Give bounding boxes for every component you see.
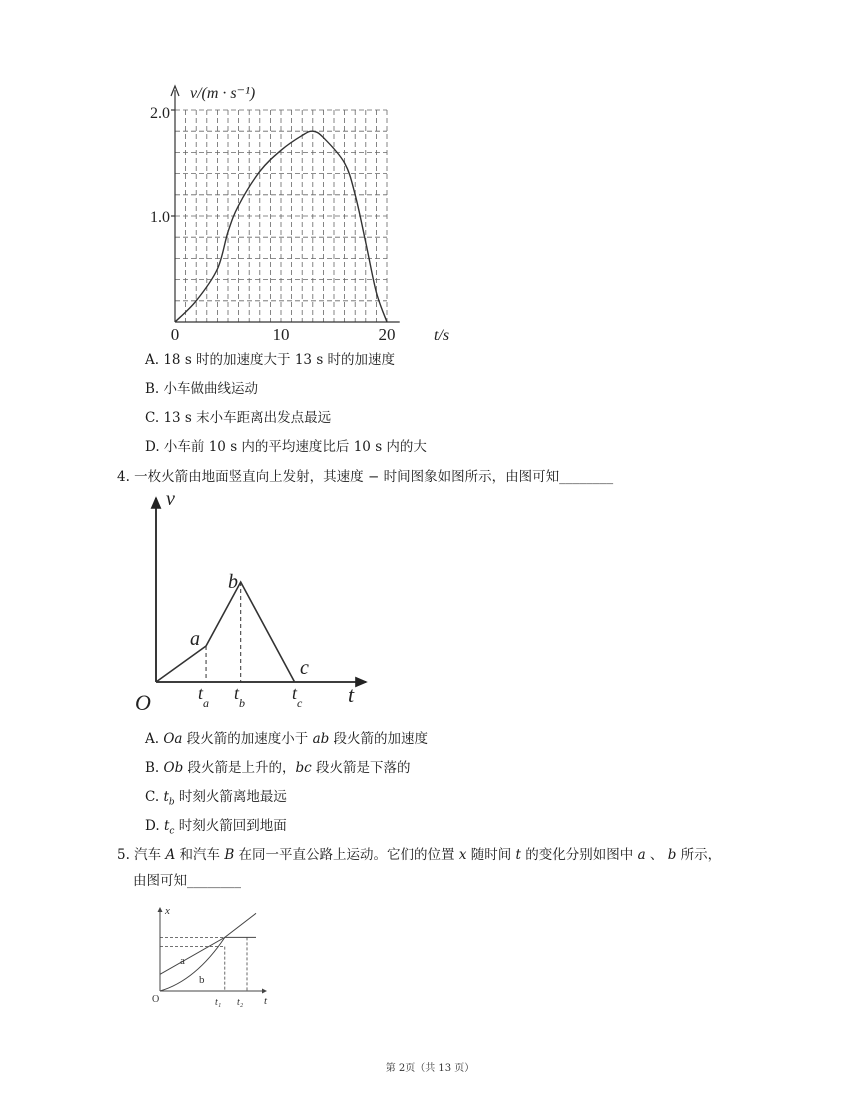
stem-text: 在同一平直公路上运动。它们的位置 [234,847,459,863]
subscript: c [297,696,303,710]
option-text: 末小车距离出发点最远 [196,410,332,426]
q3-velocity-chart [140,82,470,344]
stem-text: 5. 汽车 [117,847,166,863]
time-sub: b [168,797,175,808]
q4-option-d[interactable] [145,817,287,841]
option-prefix: D. [145,818,164,834]
segment-var: Ob [163,760,184,776]
stem-var: A [165,847,176,863]
option-text: 内的平均速度比后 [241,439,354,455]
option-text: 时刻火箭回到地面 [174,818,287,834]
origin-label: O [135,690,151,715]
time-label-t1: t₁ [215,997,222,1008]
q3-option-b[interactable]: B. 小车做曲线运动 [145,381,259,397]
car-b-curve [160,913,256,991]
option-number: 10 [353,439,371,455]
subscript: a [203,696,210,710]
option-number: 10 [208,439,226,455]
option-prefix: C. [145,789,164,805]
page-footer: 第 2页（共 13 页） [385,1063,475,1074]
option-unit: s [180,352,197,368]
stem-text: 和汽车 [175,847,225,863]
q3-option-d[interactable] [145,438,427,456]
stem-text: 、 [645,847,668,863]
stem-var: b [667,847,677,863]
option-unit: s [370,439,387,455]
option-unit: s [225,439,242,455]
q4-stem: 4. 一枚火箭由地面竖直向上发射，其速度 − 时间图象如图所示，由图可知________ [117,469,614,485]
y-axis-label: v [166,488,175,510]
stem-var: B [224,847,235,863]
option-prefix: A. [145,352,164,368]
time-var: t [163,818,170,834]
origin-label: O [152,994,160,1005]
q4-option-b[interactable] [145,759,411,777]
series-label-b: b [199,974,205,986]
time-var: t [163,789,169,805]
chart-grid [175,110,387,322]
x-axis-label: t [348,682,355,707]
x-tick-label: 20 [378,325,396,344]
q5-position-chart [148,902,278,1010]
time-sub: c [169,826,175,837]
q4-option-c[interactable] [145,788,287,812]
time-label-tc: $t_c$ [292,683,303,710]
q5-stem-line2: 由图可知________ [133,873,241,889]
y-axis-label: v/(m · s⁻¹) [190,85,256,102]
option-text: 时刻火箭离地最远 [174,789,287,805]
stem-var: a [637,847,646,863]
option-number: 13 [294,352,313,368]
option-prefix: D. 小车前 [145,439,209,455]
q5-stem-line1 [117,845,721,865]
time-label-tb: $t_b$ [234,683,246,710]
option-text: 时的加速度 [327,352,396,368]
option-text: 时的加速度大于 [196,352,295,368]
q4-rocket-chart [130,488,380,718]
option-text: 内的大 [386,439,427,455]
y-tick-label: 1.0 [150,209,170,226]
x-tick-label: 0 [170,325,180,344]
stem-text: 所示， [676,847,722,863]
y-tick-label: 2.0 [150,105,170,122]
segment-var: Oa [163,731,183,747]
point-label-c: c [300,657,309,679]
rocket-velocity-line [156,582,295,682]
x-axis-label: t [264,995,268,1007]
segment-var: bc [295,760,312,776]
option-prefix: B. [145,760,164,776]
q4-option-a[interactable] [145,730,428,748]
subscript: b [239,696,246,710]
option-prefix: A. [145,731,164,747]
stem-var: x [458,847,467,863]
option-number: 13 [163,410,181,426]
option-text: 段火箭是下落的 [311,760,411,776]
x-tick-label: 10 [272,325,290,344]
stem-var: t [515,847,521,863]
option-text: 段火箭是上升的， [183,760,296,776]
point-label-b: b [228,571,238,593]
time-label-t2: t₂ [237,997,244,1008]
q3-option-c[interactable] [145,409,331,427]
time-label-ta: $t_a$ [198,683,210,710]
car-a-line [160,937,256,974]
option-unit: s [312,352,328,368]
point-label-a: a [190,628,200,650]
option-unit: s [180,410,197,426]
option-text: 段火箭的加速度小于 [182,731,313,747]
x-axis-label: t/s [434,327,450,344]
stem-text: 的变化分别如图中 [520,847,638,863]
q3-option-a[interactable] [145,351,395,369]
option-prefix: C. [145,410,164,426]
option-number: 18 [163,352,181,368]
series-label-a: a [180,955,185,967]
stem-text: 随时间 [466,847,516,863]
y-axis-label: x [165,905,170,917]
option-text: 段火箭的加速度 [329,731,429,747]
segment-var: ab [312,731,330,747]
